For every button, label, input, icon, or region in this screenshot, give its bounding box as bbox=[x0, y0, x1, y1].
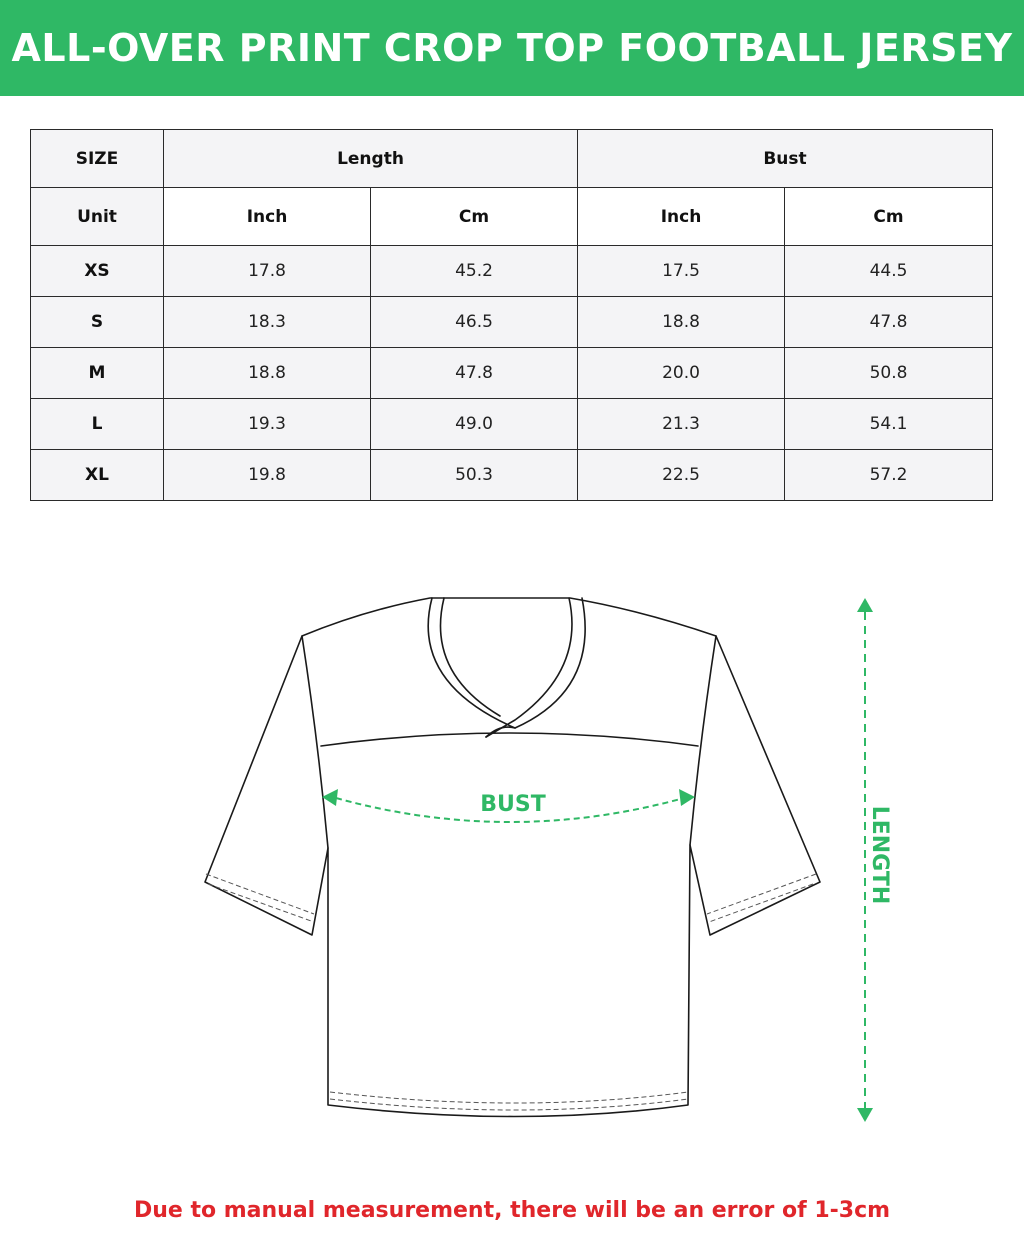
length-cm-cell: 46.5 bbox=[371, 297, 578, 348]
length-inch-cell: 18.3 bbox=[164, 297, 371, 348]
table-row bbox=[31, 399, 993, 450]
hem-stitch bbox=[330, 1099, 688, 1110]
size-cell: S bbox=[31, 297, 164, 348]
length-arrow-top bbox=[857, 598, 873, 612]
measurement-note: Due to manual measurement, there will be an error of 1-3cm bbox=[133, 1198, 891, 1223]
table-row bbox=[31, 450, 993, 501]
length-inch-cell: 19.8 bbox=[164, 450, 371, 501]
bust-cm-cell: 47.8 bbox=[785, 297, 993, 348]
neck-inner bbox=[440, 598, 571, 737]
table-header-row bbox=[31, 130, 993, 188]
neck-outer bbox=[428, 598, 585, 728]
table-unit-row bbox=[31, 188, 993, 246]
table-row bbox=[31, 246, 993, 297]
length-arrow-bottom bbox=[857, 1108, 873, 1122]
bust-cm-header: Cm bbox=[785, 188, 993, 246]
length-cm-cell: 47.8 bbox=[371, 348, 578, 399]
right-sleeve-stitch bbox=[709, 884, 813, 922]
title-banner bbox=[0, 0, 1024, 96]
length-measure bbox=[857, 598, 892, 1122]
size-cell: L bbox=[31, 399, 164, 450]
bust-inch-cell: 17.5 bbox=[578, 246, 785, 297]
size-chart-table bbox=[30, 129, 993, 501]
size-cell: XL bbox=[31, 450, 164, 501]
bust-inch-cell: 22.5 bbox=[578, 450, 785, 501]
unit-header: Unit bbox=[31, 188, 164, 246]
bust-label: BUST bbox=[480, 792, 546, 817]
left-armhole-seam bbox=[302, 636, 328, 848]
neck-cross bbox=[486, 727, 515, 737]
bust-inch-header: Inch bbox=[578, 188, 785, 246]
bust-inch-cell: 18.8 bbox=[578, 297, 785, 348]
right-armhole-seam bbox=[690, 636, 716, 845]
bust-cm-cell: 50.8 bbox=[785, 348, 993, 399]
jersey-body-outline bbox=[205, 598, 820, 1117]
bust-header: Bust bbox=[578, 130, 993, 188]
bust-cm-cell: 54.1 bbox=[785, 399, 993, 450]
length-inch-cell: 17.8 bbox=[164, 246, 371, 297]
jersey-outline bbox=[205, 598, 820, 1117]
length-cm-cell: 49.0 bbox=[371, 399, 578, 450]
bust-measure bbox=[322, 789, 695, 822]
table-row bbox=[31, 297, 993, 348]
bust-inch-cell: 20.0 bbox=[578, 348, 785, 399]
left-sleeve-stitch bbox=[208, 884, 314, 922]
length-inch-cell: 19.3 bbox=[164, 399, 371, 450]
jersey-diagram bbox=[0, 560, 1024, 1160]
length-inch-header: Inch bbox=[164, 188, 371, 246]
length-cm-header: Cm bbox=[371, 188, 578, 246]
left-sleeve-stitch bbox=[206, 874, 314, 914]
length-inch-cell: 18.8 bbox=[164, 348, 371, 399]
length-header: Length bbox=[164, 130, 578, 188]
size-cell: XS bbox=[31, 246, 164, 297]
hem-stitch bbox=[330, 1092, 688, 1103]
jersey-illustration bbox=[0, 560, 1024, 1160]
right-sleeve-stitch bbox=[707, 874, 816, 914]
bust-inch-cell: 21.3 bbox=[578, 399, 785, 450]
length-cm-cell: 50.3 bbox=[371, 450, 578, 501]
length-cm-cell: 45.2 bbox=[371, 246, 578, 297]
length-label: LENGTH bbox=[867, 805, 892, 905]
page-title: ALL-OVER PRINT CROP TOP FOOTBALL JERSEY bbox=[11, 26, 1013, 70]
bust-cm-cell: 57.2 bbox=[785, 450, 993, 501]
size-header: SIZE bbox=[31, 130, 164, 188]
bust-cm-cell: 44.5 bbox=[785, 246, 993, 297]
yoke-seam bbox=[321, 733, 698, 746]
size-cell: M bbox=[31, 348, 164, 399]
stitch-lines bbox=[206, 874, 816, 1110]
table-row bbox=[31, 348, 993, 399]
bust-arrow-right bbox=[679, 789, 695, 806]
